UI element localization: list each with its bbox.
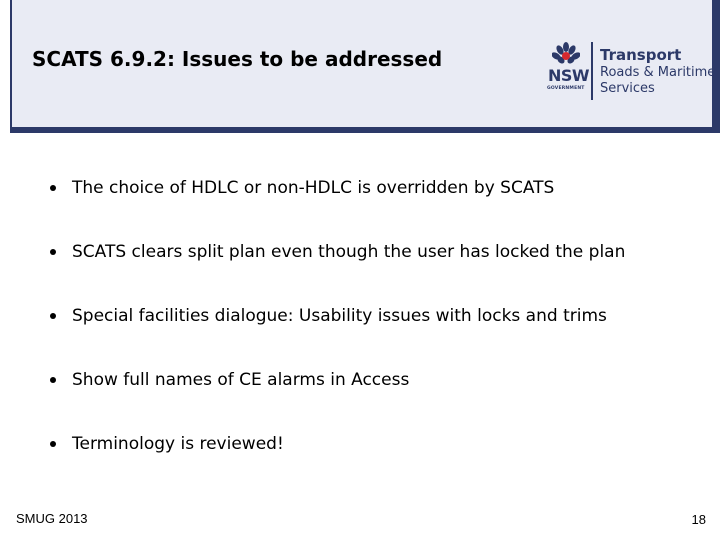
waratah-flower-icon <box>552 42 580 68</box>
bullet-dot-icon <box>50 377 56 383</box>
logo-roads-maritime-text: Roads & Maritime <box>600 65 716 80</box>
transport-nsw-logo <box>512 38 716 98</box>
bullet-text: SCATS clears split plan even though the user has locked the plan <box>72 242 626 262</box>
title-panel <box>10 0 716 127</box>
slide-title: SCATS 6.9.2: Issues to be addressed <box>32 47 443 71</box>
bullet-text: Show full names of CE alarms in Access <box>72 370 410 390</box>
footer-event-label: SMUG 2013 <box>16 511 88 526</box>
bullet-dot-icon <box>50 249 56 255</box>
logo-transport-text: Transport <box>600 46 682 64</box>
bullet-dot-icon <box>50 313 56 319</box>
bullet-dot-icon <box>50 185 56 191</box>
bullet-text: The choice of HDLC or non-HDLC is overridden by SCATS <box>72 178 555 198</box>
logo-government-text: GOVERNMENT <box>547 86 585 91</box>
header-band <box>10 0 720 133</box>
bullet-text: Special facilities dialogue: Usability issues with locks and trims <box>72 306 607 326</box>
bullet-dot-icon <box>50 441 56 447</box>
logo-divider <box>591 42 593 100</box>
logo-nsw-text: NSW <box>548 66 590 85</box>
logo-services-text: Services <box>600 81 655 96</box>
bullet-text: Terminology is reviewed! <box>72 434 284 454</box>
page-number: 18 <box>691 512 706 527</box>
